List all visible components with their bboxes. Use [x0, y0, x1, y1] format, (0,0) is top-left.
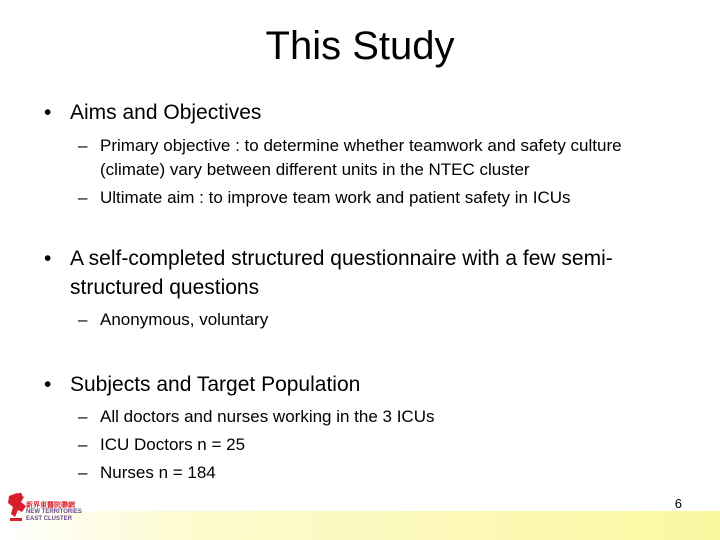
footer-bar	[0, 511, 720, 540]
logo-text	[26, 502, 88, 523]
sub-bullet-ultimate-aim	[78, 186, 690, 210]
bullet-questionnaire	[44, 244, 670, 302]
bullet-text: Aims and Objectives	[70, 101, 262, 124]
sub-dash: –	[78, 136, 88, 155]
bullet-subjects	[44, 370, 670, 399]
bullet-dot: •	[44, 247, 52, 270]
sub-text: ICU Doctors n = 25	[100, 435, 246, 454]
logo-english-line-1: NEW TERRITORIES	[26, 509, 82, 515]
sub-text: Anonymous, voluntary	[100, 310, 269, 329]
page-number: 6	[674, 496, 682, 511]
sub-bullet-nurses	[78, 461, 690, 485]
sub-bullet-primary-objective	[78, 134, 690, 182]
logo-english-line-2: EAST CLUSTER	[26, 516, 73, 522]
bullet-dot: •	[44, 101, 52, 124]
sub-dash: –	[78, 435, 88, 454]
bullet-text: A self-completed structured questionnaire with a few semi-structured questions	[70, 247, 613, 299]
sub-dash: –	[78, 407, 88, 426]
sub-text: Nurses n = 184	[100, 463, 216, 482]
sub-dash: –	[78, 463, 88, 482]
sub-dash: –	[78, 188, 88, 207]
sub-text: Primary objective : to determine whether teamwork and safety culture (climate) vary between different units in the NTEC cluster	[100, 136, 622, 179]
slide-title: This Study	[265, 24, 455, 68]
bullet-aims	[44, 98, 670, 127]
sub-dash: –	[78, 310, 88, 329]
bullet-text: Subjects and Target Population	[70, 373, 361, 396]
logo-chinese-text: 新界東醫院聯網	[26, 502, 75, 509]
sub-bullet-doctors	[78, 433, 690, 457]
sub-text: All doctors and nurses working in the 3 ICUs	[100, 407, 435, 426]
bullet-dot: •	[44, 373, 52, 396]
sub-bullet-anonymous	[78, 308, 690, 332]
sub-text: Ultimate aim : to improve team work and patient safety in ICUs	[100, 188, 571, 207]
sub-bullet-all-staff	[78, 405, 690, 429]
